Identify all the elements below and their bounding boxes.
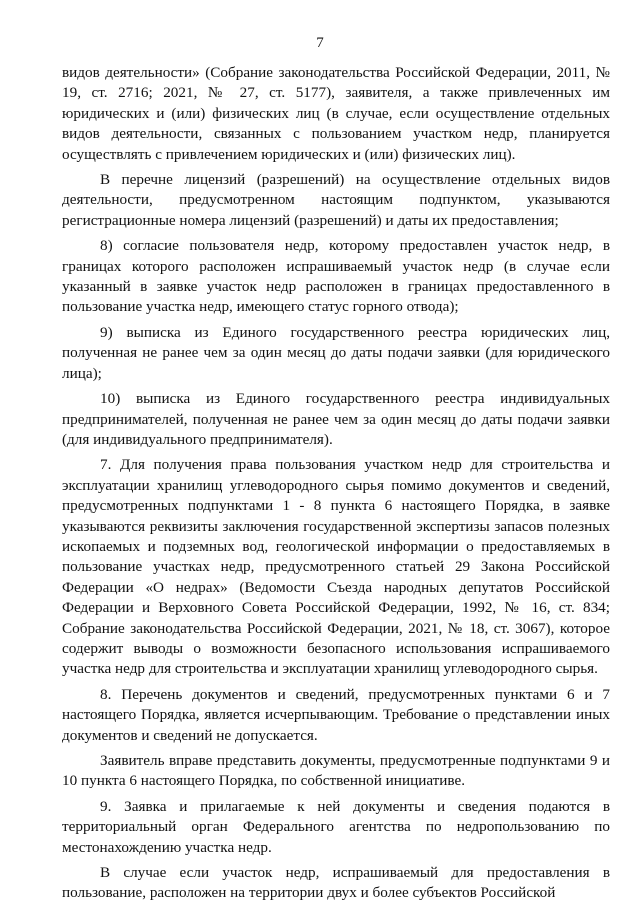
paragraph-item-9: 9) выписка из Единого государственного реестра юридических лиц, полученная не ранее чем за один месяц до даты подачи заявки (для юридического лица);: [62, 323, 610, 382]
paragraph-clause-7: 7. Для получения права пользования участком недр для строительства и эксплуатации хранилищ углеводородного сырья помимо документов и сведений, предусмотренных подпунктами 1 - 8 пункта 6 настоящего Порядка, в заявке указываются реквизиты заключения государственной экспертизы запасов полезных ископаемых и подземных вод, геологической информации о предоставляемых в пользование участках недр, предусмотренного статьей 29 Закона Российской Федерации «О недрах» (Ведомости Съезда народных депутатов Российской Федерации и Верховного Совета Российской Федерации, 1992, № 16, ст. 834; Собрание законодательства Российской Федерации, 2021, № 18, ст. 3067), которое содержит выводы о возможности безопасного использования испрашиваемого участка недр для строительства и эксплуатации хранилищ углеводородного сырья.: [62, 456, 610, 678]
page-number: 7: [316, 35, 324, 51]
paragraph-license-list: В перечне лицензий (разрешений) на осуществление отдельных видов деятельности, предусмотренном настоящим подпунктом, указываются регистрационные номера лицензий (разрешений) и даты их предоставления;: [62, 171, 610, 229]
paragraph-applicant-right: Заявитель вправе представить документы, предусмотренные подпунктами 9 и 10 пункта 6 настоящего Порядка, по собственной инициативе.: [62, 752, 610, 790]
paragraph-clause-8: 8. Перечень документов и сведений, предусмотренных пунктами 6 и 7 настоящего Порядка, является исчерпывающим. Требование о представлении иных документов и сведений не допускается.: [62, 685, 610, 744]
paragraph-multi-region: В случае если участок недр, испрашиваемый для предоставления в пользование, расположен на территории двух и более субъектов Российской: [62, 864, 610, 902]
paragraph-continuation: видов деятельности» (Собрание законодательства Российской Федерации, 2011, № 19, ст. 2716; 2021, № 27, ст. 5177), заявителя, а также привлеченных им юридических и (или) физических лиц (в случае, если осуществление отдельных видов деятельности, связанных с пользованием участком недр, планируется осуществлять с привлечением юридических и (или) физических лиц).: [62, 64, 610, 163]
paragraph-item-8: 8) согласие пользователя недр, которому предоставлен участок недр, в границах которого расположен испрашиваемый участок недр (в случае если указанный в заявке участок недр расположен в границах предоставленного в пользование участка недр, имеющего статус горного отвода);: [62, 237, 610, 316]
document-body: [62, 63, 610, 909]
paragraph-item-10: 10) выписка из Единого государственного реестра индивидуальных предпринимателей, полученная не ранее чем за один месяц до даты подачи заявки (для индивидуального предпринимателя).: [62, 390, 610, 448]
paragraph-clause-9: 9. Заявка и прилагаемые к ней документы и сведения подаются в территориальный орган Федерального агентства по недропользованию по местонахождению участка недр.: [62, 797, 610, 856]
